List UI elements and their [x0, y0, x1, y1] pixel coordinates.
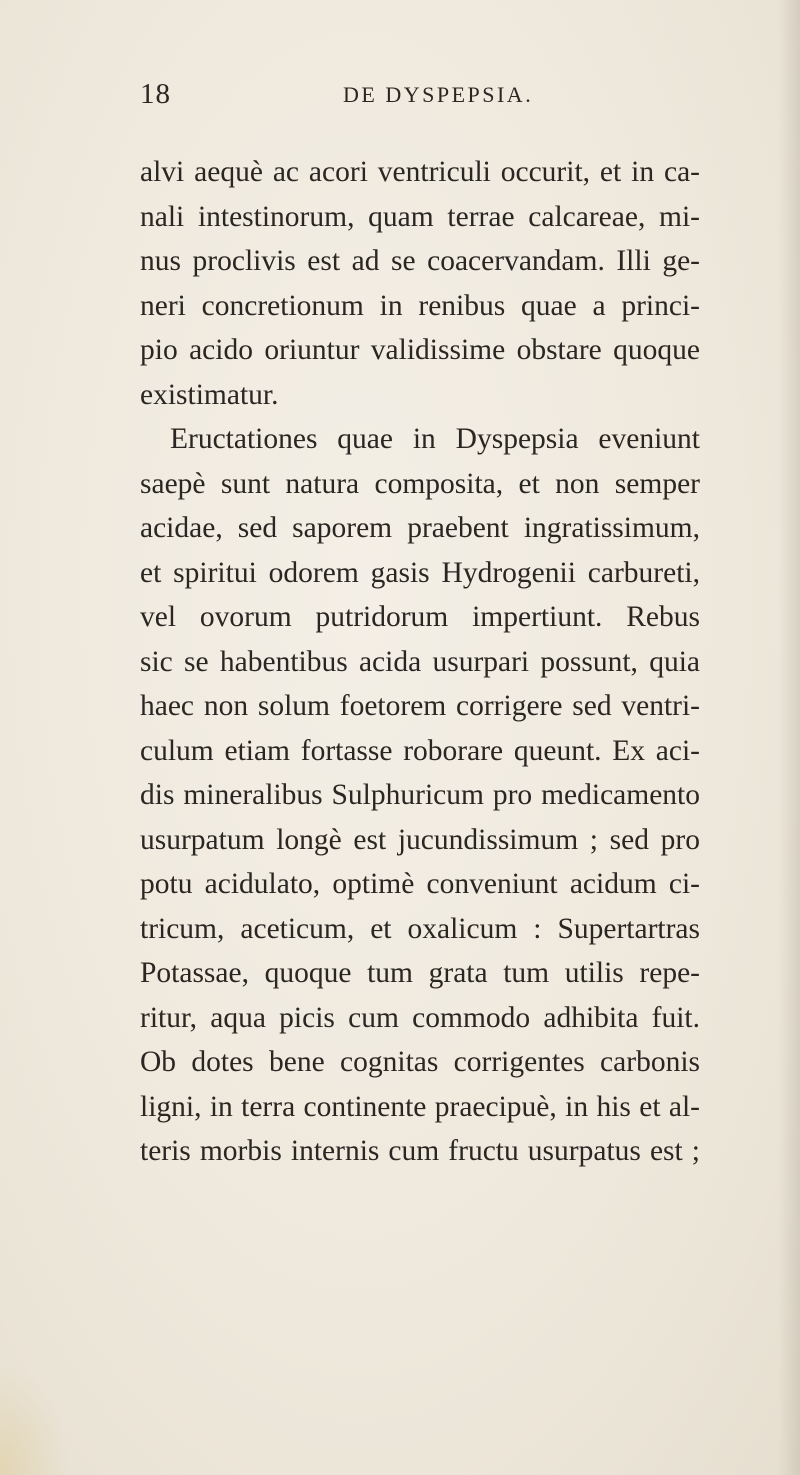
text-line: Ob dotes bene cognitas corrigentes carbonis	[140, 1046, 700, 1078]
page-number: 18	[140, 78, 171, 110]
text-line: nali intestinorum, quam terrae calcareae, mi-	[140, 200, 700, 233]
paper-stain	[0, 1365, 70, 1475]
text-line: alvi aequè ac acori ventriculi occurit, et in ca-	[140, 156, 700, 188]
text-line: vel ovorum putridorum impertiunt. Rebus	[140, 601, 700, 633]
text-line: Potassae, quoque tum grata tum utilis repe-	[140, 957, 700, 989]
text-line: usurpatum longè est jucundissimum ; sed pro	[140, 823, 700, 856]
text-line: culum etiam fortasse roborare queunt. Ex aci-	[140, 734, 700, 767]
body-text	[140, 150, 700, 1174]
text-line: nus proclivis est ad se coacervandam. Illi ge-	[140, 245, 700, 277]
text-line: sic se habentibus acida usurpari possunt, quia	[140, 645, 700, 678]
text-line: neri concretionum in renibus quae a princi-	[140, 289, 700, 322]
text-line: tricum, aceticum, et oxalicum : Supertartras	[140, 912, 700, 945]
text-line: et spiritui odorem gasis Hydrogenii carbureti,	[140, 556, 700, 589]
text-line: ritur, aqua picis cum commodo adhibita fuit.	[140, 1001, 700, 1034]
text-line: haec non solum foetorem corrigere sed ventri-	[140, 690, 700, 722]
page-edge-shadow	[778, 0, 800, 1475]
text-line: potu acidulato, optimè conveniunt acidum ci-	[140, 868, 700, 900]
text-line: saepè sunt natura composita, et non semper	[140, 467, 700, 500]
page-header	[140, 78, 700, 118]
running-head: DE DYSPEPSIA.	[343, 82, 534, 107]
text-line: acidae, sed saporem praebent ingratissimum,	[140, 512, 700, 544]
text-line: existimatur.	[140, 378, 279, 411]
text-line: ligni, in terra continente praecipuè, in his et al-	[140, 1090, 700, 1123]
text-line: teris morbis internis cum fructu usurpatus est ;	[140, 1135, 700, 1167]
text-line: dis mineralibus Sulphuricum pro medicamento	[140, 779, 700, 811]
text-line: Eructationes quae in Dyspepsia eveniunt	[170, 423, 700, 455]
text-line: pio acido oriuntur validissime obstare quoque	[140, 334, 700, 366]
